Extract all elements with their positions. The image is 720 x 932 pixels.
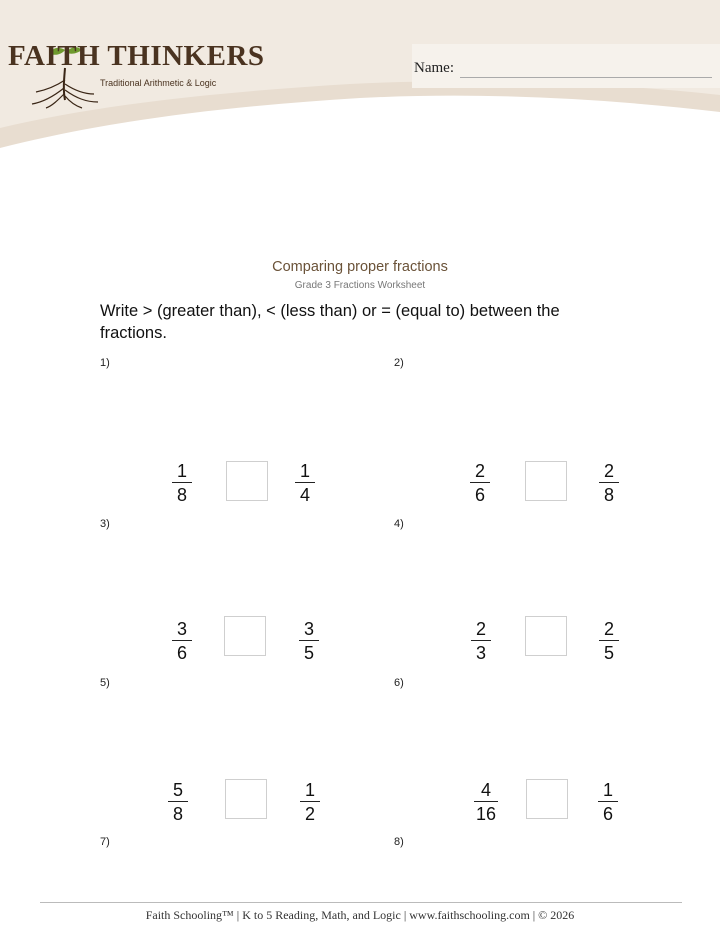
problem-number: 3) — [100, 518, 110, 530]
fraction-bar — [300, 801, 320, 802]
fraction-right — [599, 619, 619, 663]
fraction-right — [299, 619, 319, 663]
answer-box[interactable] — [226, 461, 268, 501]
denominator: 8 — [176, 485, 187, 505]
fraction-bar — [168, 801, 188, 802]
numerator: 3 — [176, 619, 187, 639]
numerator: 1 — [602, 780, 613, 800]
fraction-right — [295, 461, 315, 505]
denominator: 8 — [172, 804, 183, 824]
denominator: 4 — [299, 485, 310, 505]
denominator: 6 — [474, 485, 485, 505]
name-field[interactable] — [460, 77, 712, 78]
fraction-left — [168, 780, 188, 824]
brand-logo — [8, 40, 265, 110]
fraction-left — [470, 461, 490, 505]
brand-tagline: Traditional Arithmetic & Logic — [100, 78, 217, 88]
denominator: 5 — [603, 643, 614, 663]
fraction-bar — [470, 482, 490, 483]
numerator: 1 — [304, 780, 315, 800]
numerator: 1 — [176, 461, 187, 481]
numerator: 2 — [475, 619, 486, 639]
fraction-bar — [474, 801, 498, 802]
problem-number: 2) — [394, 357, 404, 369]
fraction-bar — [599, 482, 619, 483]
answer-box[interactable] — [525, 461, 567, 501]
numerator: 1 — [299, 461, 310, 481]
fraction-bar — [599, 640, 619, 641]
worksheet-subtitle: Grade 3 Fractions Worksheet — [294, 280, 426, 291]
worksheet-title: Comparing proper fractions — [272, 259, 448, 275]
answer-box[interactable] — [224, 616, 266, 656]
fraction-bar — [172, 482, 192, 483]
numerator: 2 — [603, 619, 614, 639]
problem-number: 4) — [394, 518, 404, 530]
problem-number: 6) — [394, 677, 404, 689]
footer-text: Faith Schooling™ | K to 5 Reading, Math, and Logic | www.faithschooling.com | © 2026 — [145, 908, 575, 922]
fraction-bar — [299, 640, 319, 641]
denominator: 6 — [602, 804, 613, 824]
denominator: 5 — [303, 643, 314, 663]
fraction-left — [474, 780, 498, 824]
problem-number: 8) — [394, 836, 404, 848]
numerator: 5 — [172, 780, 183, 800]
numerator: 3 — [303, 619, 314, 639]
answer-box[interactable] — [526, 779, 568, 819]
denominator: 3 — [475, 643, 486, 663]
fraction-right — [300, 780, 320, 824]
problem-number: 7) — [100, 836, 110, 848]
fraction-bar — [598, 801, 618, 802]
problem-number: 5) — [100, 677, 110, 689]
footer-divider — [40, 902, 682, 903]
fraction-bar — [172, 640, 192, 641]
problem-number: 1) — [100, 357, 110, 369]
numerator: 4 — [480, 780, 491, 800]
worksheet-instructions: Write > (greater than), < (less than) or = (equal to) between the fractions. — [100, 302, 560, 342]
brand-name: FAITH THINKERS — [8, 40, 265, 72]
fraction-left — [172, 619, 192, 663]
fraction-right — [598, 780, 618, 824]
fraction-bar — [295, 482, 315, 483]
fraction-left — [471, 619, 491, 663]
answer-box[interactable] — [225, 779, 267, 819]
denominator: 8 — [603, 485, 614, 505]
denominator: 16 — [475, 804, 497, 824]
denominator: 6 — [176, 643, 187, 663]
numerator: 2 — [474, 461, 485, 481]
name-label: Name: — [414, 60, 454, 76]
numerator: 2 — [603, 461, 614, 481]
fraction-right — [599, 461, 619, 505]
fraction-left — [172, 461, 192, 505]
denominator: 2 — [304, 804, 315, 824]
answer-box[interactable] — [525, 616, 567, 656]
fraction-bar — [471, 640, 491, 641]
